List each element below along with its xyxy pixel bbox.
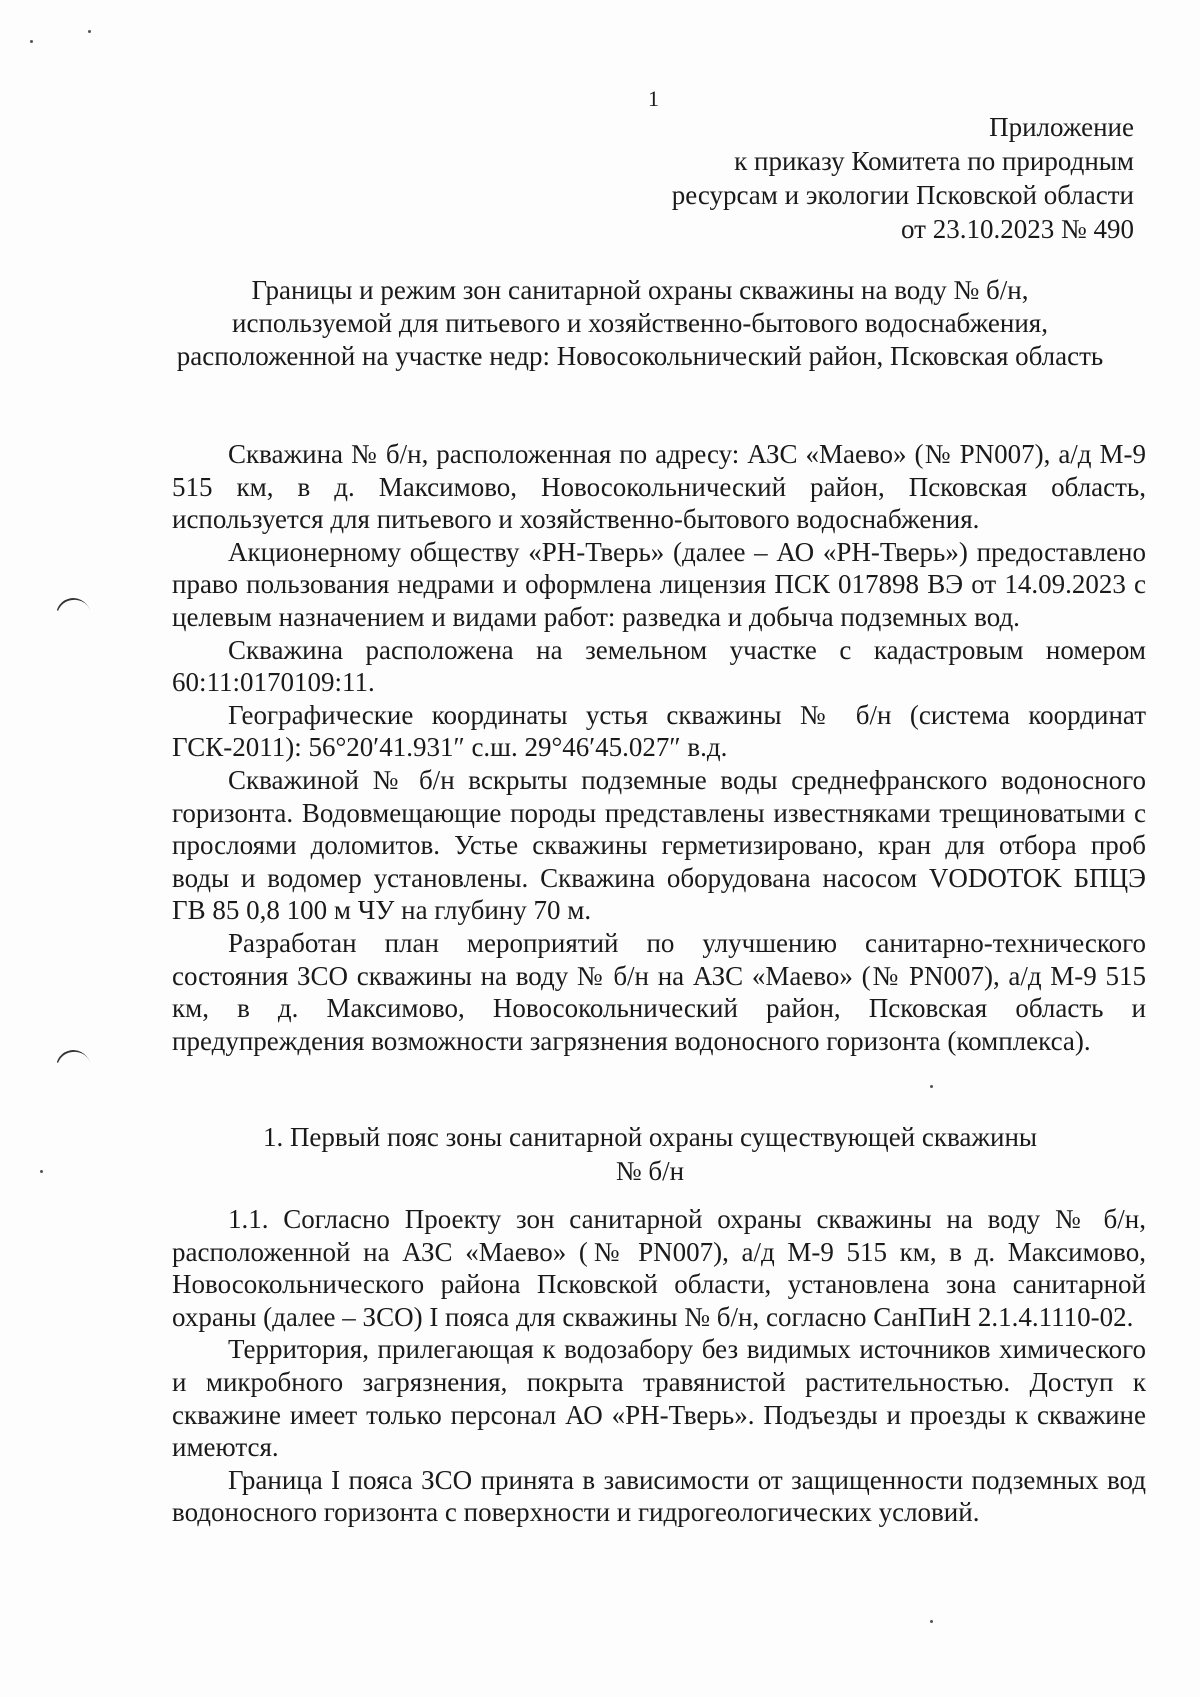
hole-punch-mark [51,1045,95,1090]
section-heading-line: № б/н [615,1156,685,1186]
paragraph: 1.1. Согласно Проекту зон санитарной охраны скважины на воду № б/н, расположенной на АЗС «Маево» (№ PN007), а/д М-9 515 км, в д. Максимово, Новосокольнического района Псковской области, установлена зона санитарной охраны (далее – ЗСО) I пояса для скважины № б/н, согласно СанПиН 2.1.4.1110-02. [172,1204,1146,1332]
section-heading-line: 1. Первый пояс зоны санитарной охраны существующей скважины [262,1122,1038,1152]
section-1-body [172,1203,1146,1529]
approval-block [574,110,1134,246]
paragraph: Скважина № б/н, расположенная по адресу: АЗС «Маево» (№ PN007), а/д М-9 515 км, в д. Максимово, Новосокольнический район, Псковская область, используется для питьевого и хозяйственно-бытового водоснабжения. [172,439,1146,535]
scan-speck [88,30,91,33]
approval-line: ресурсам и экологии Псковской области [671,180,1134,210]
paragraph: Скважиной № б/н вскрыты подземные воды среднефранского водоносного горизонта. Водовмещающие породы представлены известняками трещиноватыми с прослоями доломитов. Устье скважины герметизировано, кран для отбора проб воды и водомер установлены. Скважина оборудована насосом VODOTOK БПЦЭ ГВ 85 0,8 100 м ЧУ на глубину 70 м. [172,764,1146,926]
paragraph: Скважина расположена на земельном участке с кадастровым номером 60:11:0170109:11. [172,634,1146,698]
approval-line: от 23.10.2023 № 490 [901,214,1134,244]
document-title [150,274,1130,373]
page-number: 1 [648,86,659,111]
paragraph: Территория, прилегающая к водозабору без видимых источников химического и микробного загрязнения, покрыта травянистой растительностью. Доступ к скважине имеет только персонал АО «РН-Тверь». Подъезды и проезды к скважине имеются. [172,1334,1146,1463]
paragraph: Разработан план мероприятий по улучшению санитарно-технического состояния ЗСО скважины на воду № б/н на АЗС «Маево» (№ PN007), а/д М-9 515 км, в д. Максимово, Новосокольнический район, Псковская область и предупреждения возможности загрязнения водоносного горизонта (комплекса). [172,927,1146,1056]
scan-speck [930,1620,933,1623]
scan-speck [930,1085,933,1088]
title-line: Границы и режим зон санитарной охраны скважины на воду № б/н, [251,275,1029,305]
paragraph: Акционерному обществу «РН-Тверь» (далее – АО «РН-Тверь») предоставлено право пользования недрами и оформлена лицензия ПСК 017898 ВЭ от 14.09.2023 с целевым назначением и видами работ: разведка и добыча подземных вод. [172,536,1146,632]
approval-line: к приказу Комитета по природным [734,146,1134,176]
approval-line: Приложение [989,112,1134,142]
intro-section [172,438,1146,1057]
title-line: расположенной на участке недр: Новосокольнический район, Псковская область [176,341,1104,371]
section-heading [150,1120,1150,1188]
hole-punch-mark [51,593,95,638]
title-line: используемой для питьевого и хозяйственно-бытового водоснабжения, [232,308,1048,338]
paragraph: Географические координаты устья скважины № б/н (система координат ГСК-2011): 56°20′41.931″ с.ш. 29°46′45.027″ в.д. [172,699,1146,763]
scan-speck [30,40,33,43]
paragraph: Граница I пояса ЗСО принята в зависимости от защищенности подземных вод водоносного горизонта с поверхности и гидрогеологических условий. [172,1464,1146,1528]
scan-speck [40,1170,43,1173]
